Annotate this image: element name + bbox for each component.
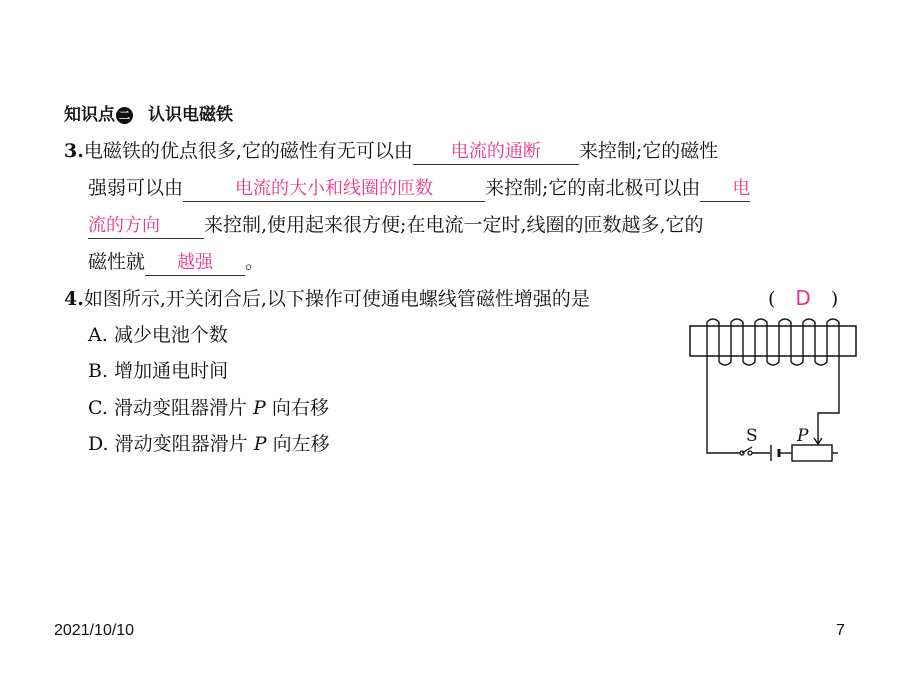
option-text: 滑动变阻器滑片 [113,397,247,419]
option-letter: C. [88,397,108,419]
q3-answer-blank-4: 越强 [145,251,245,276]
q4-option-c [88,395,329,421]
battery-icon [771,445,779,461]
slider-label: P [797,426,809,446]
q4-option-a [88,322,228,348]
q4-text: 如图所示,开关闭合后,以下操作可使通电螺线管磁性增强的是 [83,288,590,310]
section-label: 知识点 [64,105,115,125]
q3-text: 来控制;它的磁性 [578,140,719,162]
option-letter: D. [88,433,109,455]
switch-s [740,447,752,455]
option-variable: P [253,397,266,419]
option-text: 减少电池个数 [113,324,228,346]
q4-number: 4. [64,288,84,310]
q3-text: 来控制;它的南北极可以由 [485,177,701,199]
option-variable: P [253,433,267,455]
option-text: 增加通电时间 [114,360,229,382]
q3-line-2 [88,175,750,202]
q4-stem [64,286,590,312]
paren-open: ( [768,288,776,310]
q3-text: 强弱可以由 [88,177,184,199]
q4-option-b [88,358,228,384]
q3-number: 3. [64,140,84,162]
q3-text: 来控制,使用起来很方便;在电流一定时,线圈的匝数越多,它的 [204,214,704,236]
section-heading [64,100,233,125]
iron-core [690,326,856,356]
q3-text: 电磁铁的优点很多,它的磁性有无可以由 [83,140,413,162]
solenoid-circuit-diagram [680,310,880,480]
option-text: 滑动变阻器滑片 [114,433,248,455]
q4-answer: D [795,286,811,310]
q3-answer-blank-1: 电流的通断 [413,140,579,165]
q3-answer-blank-3a: 电 [700,177,750,202]
q3-line-3 [88,212,704,239]
paren-close: ) [830,288,839,310]
option-letter: A. [88,324,108,346]
option-letter: B. [88,360,109,382]
option-text: 向右移 [271,397,329,419]
q3-answer-blank-3b: 流的方向 [88,214,204,239]
q4-answer-paren [768,285,838,312]
q3-line-1 [64,138,718,165]
circuit-wires [707,356,839,453]
option-text: 向左移 [272,433,330,455]
footer-date: 2021/10/10 [54,622,135,639]
q4-option-d [88,431,330,457]
section-number-badge: 二 [116,107,133,124]
rheostat [792,445,832,461]
section-title: 认识电磁铁 [148,105,233,125]
q3-answer-blank-2: 电流的大小和线圈的匝数 [183,177,485,202]
q3-text: 磁性就 [88,251,146,273]
footer-page-number: 7 [836,622,845,639]
switch-label: S [746,426,758,446]
q3-line-4 [88,249,264,276]
rheostat-slider-arrow [814,423,822,444]
q3-text: 。 [245,251,265,273]
